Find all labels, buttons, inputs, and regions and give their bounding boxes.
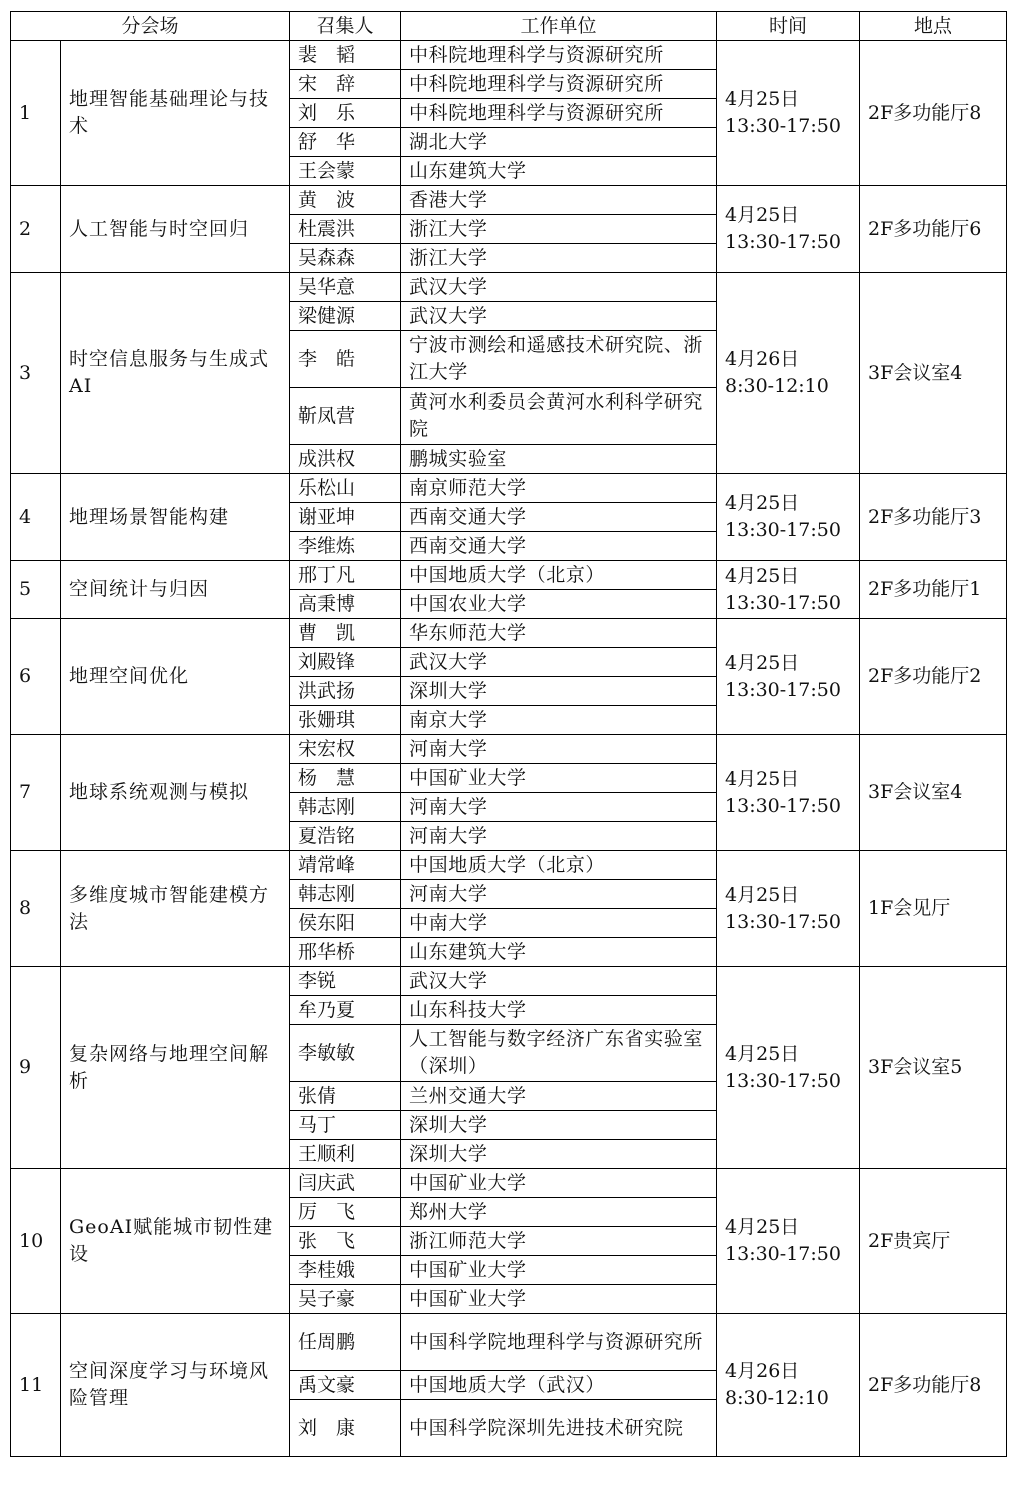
convener-organization: 中国地质大学（北京） bbox=[401, 561, 717, 590]
convener-organization: 武汉大学 bbox=[401, 273, 717, 302]
convener-organization: 河南大学 bbox=[401, 880, 717, 909]
convener-organization: 西南交通大学 bbox=[401, 503, 717, 532]
session-time bbox=[717, 1314, 860, 1457]
session-date: 4月25日 bbox=[725, 1216, 800, 1238]
convener-organization: 河南大学 bbox=[401, 793, 717, 822]
session-topic: 多维度城市智能建模方法 bbox=[61, 851, 290, 967]
convener-organization: 鹏城实验室 bbox=[401, 445, 717, 474]
convener-organization: 山东建筑大学 bbox=[401, 938, 717, 967]
convener-organization: 中国科学院深圳先进技术研究院 bbox=[401, 1400, 717, 1457]
convener-name: 刘 康 bbox=[290, 1400, 401, 1457]
session-hours: 13:30-17:50 bbox=[725, 910, 841, 933]
convener-organization: 中国矿业大学 bbox=[401, 764, 717, 793]
session-topic: 地理场景智能构建 bbox=[61, 474, 290, 561]
convener-name: 靖常峰 bbox=[290, 851, 401, 880]
session-location: 3F会议室4 bbox=[860, 273, 1007, 474]
convener-name: 高秉博 bbox=[290, 590, 401, 619]
convener-organization: 兰州交通大学 bbox=[401, 1082, 717, 1111]
table-row bbox=[11, 1169, 1007, 1198]
convener-organization: 香港大学 bbox=[401, 186, 717, 215]
session-location: 2F多功能厅1 bbox=[860, 561, 1007, 619]
convener-name: 裴 韬 bbox=[290, 41, 401, 70]
session-number: 11 bbox=[11, 1314, 61, 1457]
convener-organization: 浙江大学 bbox=[401, 215, 717, 244]
session-location: 3F会议室5 bbox=[860, 967, 1007, 1169]
session-topic: 空间统计与归因 bbox=[61, 561, 290, 619]
header-convener: 召集人 bbox=[290, 12, 401, 41]
session-number: 10 bbox=[11, 1169, 61, 1314]
convener-name: 杨 慧 bbox=[290, 764, 401, 793]
convener-name: 杜震洪 bbox=[290, 215, 401, 244]
header-session: 分会场 bbox=[11, 12, 290, 41]
session-time bbox=[717, 41, 860, 186]
convener-name: 侯东阳 bbox=[290, 909, 401, 938]
session-date: 4月26日 bbox=[725, 348, 800, 370]
session-date: 4月25日 bbox=[725, 767, 800, 790]
convener-organization: 南京师范大学 bbox=[401, 474, 717, 503]
session-number: 1 bbox=[11, 41, 61, 186]
session-date: 4月25日 bbox=[725, 883, 800, 906]
session-time bbox=[717, 967, 860, 1169]
session-hours: 13:30-17:50 bbox=[725, 794, 841, 817]
convener-name: 韩志刚 bbox=[290, 793, 401, 822]
convener-name: 舒 华 bbox=[290, 128, 401, 157]
convener-organization: 郑州大学 bbox=[401, 1198, 717, 1227]
convener-organization: 人工智能与数字经济广东省实验室（深圳） bbox=[401, 1025, 717, 1082]
convener-organization: 中国地质大学（北京） bbox=[401, 851, 717, 880]
session-number: 7 bbox=[11, 735, 61, 851]
table-row bbox=[11, 41, 1007, 70]
session-number: 8 bbox=[11, 851, 61, 967]
convener-name: 闫庆武 bbox=[290, 1169, 401, 1198]
convener-organization: 河南大学 bbox=[401, 735, 717, 764]
session-location: 2F多功能厅3 bbox=[860, 474, 1007, 561]
convener-name: 张姗琪 bbox=[290, 706, 401, 735]
convener-organization: 中南大学 bbox=[401, 909, 717, 938]
convener-name: 李桂娥 bbox=[290, 1256, 401, 1285]
convener-name: 张倩 bbox=[290, 1082, 401, 1111]
convener-organization: 深圳大学 bbox=[401, 1111, 717, 1140]
convener-organization: 西南交通大学 bbox=[401, 532, 717, 561]
session-hours: 13:30-17:50 bbox=[725, 678, 841, 701]
convener-name: 成洪权 bbox=[290, 445, 401, 474]
convener-name: 张 飞 bbox=[290, 1227, 401, 1256]
convener-name: 吴子豪 bbox=[290, 1285, 401, 1314]
session-date: 4月26日 bbox=[725, 1360, 800, 1382]
header-location: 地点 bbox=[860, 12, 1007, 41]
table-row bbox=[11, 273, 1007, 302]
convener-name: 王顺利 bbox=[290, 1140, 401, 1169]
table-row bbox=[11, 186, 1007, 215]
session-date: 4月25日 bbox=[725, 1042, 800, 1065]
session-date: 4月25日 bbox=[725, 88, 800, 110]
convener-name: 谢亚坤 bbox=[290, 503, 401, 532]
session-date: 4月25日 bbox=[725, 492, 800, 514]
session-time bbox=[717, 851, 860, 967]
convener-name: 李 皓 bbox=[290, 331, 401, 388]
table-row bbox=[11, 735, 1007, 764]
convener-organization: 深圳大学 bbox=[401, 677, 717, 706]
session-topic: 地理空间优化 bbox=[61, 619, 290, 735]
table-row bbox=[11, 474, 1007, 503]
session-number: 5 bbox=[11, 561, 61, 619]
session-time bbox=[717, 1169, 860, 1314]
convener-name: 李维炼 bbox=[290, 532, 401, 561]
session-hours: 13:30-17:50 bbox=[725, 115, 841, 137]
session-number: 6 bbox=[11, 619, 61, 735]
session-hours: 13:30-17:50 bbox=[725, 1243, 841, 1265]
convener-name: 乐松山 bbox=[290, 474, 401, 503]
session-topic: 空间深度学习与环境风险管理 bbox=[61, 1314, 290, 1457]
convener-name: 夏浩铭 bbox=[290, 822, 401, 851]
convener-organization: 中科院地理科学与资源研究所 bbox=[401, 41, 717, 70]
convener-organization: 中国矿业大学 bbox=[401, 1285, 717, 1314]
convener-name: 曹 凯 bbox=[290, 619, 401, 648]
session-location: 2F贵宾厅 bbox=[860, 1169, 1007, 1314]
convener-name: 任周鹏 bbox=[290, 1314, 401, 1371]
session-location: 2F多功能厅6 bbox=[860, 186, 1007, 273]
session-time bbox=[717, 619, 860, 735]
convener-name: 禹文豪 bbox=[290, 1371, 401, 1400]
session-hours: 13:30-17:50 bbox=[725, 1069, 841, 1092]
convener-name: 李敏敏 bbox=[290, 1025, 401, 1082]
convener-name: 黄 波 bbox=[290, 186, 401, 215]
convener-organization: 山东科技大学 bbox=[401, 996, 717, 1025]
session-schedule-table bbox=[10, 11, 1007, 1457]
session-date: 4月25日 bbox=[725, 564, 800, 587]
convener-name: 吴森森 bbox=[290, 244, 401, 273]
session-date: 4月25日 bbox=[725, 204, 800, 226]
session-location: 1F会见厅 bbox=[860, 851, 1007, 967]
session-location: 2F多功能厅8 bbox=[860, 41, 1007, 186]
convener-name: 李锐 bbox=[290, 967, 401, 996]
convener-name: 马丁 bbox=[290, 1111, 401, 1140]
convener-organization: 中科院地理科学与资源研究所 bbox=[401, 70, 717, 99]
convener-organization: 武汉大学 bbox=[401, 648, 717, 677]
session-topic: 地球系统观测与模拟 bbox=[61, 735, 290, 851]
session-number: 2 bbox=[11, 186, 61, 273]
convener-organization: 中国地质大学（武汉） bbox=[401, 1371, 717, 1400]
convener-organization: 中国矿业大学 bbox=[401, 1256, 717, 1285]
convener-organization: 中国农业大学 bbox=[401, 590, 717, 619]
convener-organization: 武汉大学 bbox=[401, 302, 717, 331]
header-row bbox=[11, 12, 1007, 41]
session-location: 3F会议室4 bbox=[860, 735, 1007, 851]
convener-organization: 山东建筑大学 bbox=[401, 157, 717, 186]
convener-organization: 宁波市测绘和遥感技术研究院、浙江大学 bbox=[401, 331, 717, 388]
convener-name: 宋 辞 bbox=[290, 70, 401, 99]
convener-name: 邢华桥 bbox=[290, 938, 401, 967]
session-hours: 8:30-12:10 bbox=[725, 1387, 829, 1409]
session-hours: 13:30-17:50 bbox=[725, 231, 841, 253]
session-number: 9 bbox=[11, 967, 61, 1169]
session-number: 3 bbox=[11, 273, 61, 474]
header-time: 时间 bbox=[717, 12, 860, 41]
header-organization: 工作单位 bbox=[401, 12, 717, 41]
session-topic: 人工智能与时空回归 bbox=[61, 186, 290, 273]
convener-name: 吴华意 bbox=[290, 273, 401, 302]
convener-organization: 南京大学 bbox=[401, 706, 717, 735]
convener-organization: 中科院地理科学与资源研究所 bbox=[401, 99, 717, 128]
convener-name: 靳凤营 bbox=[290, 388, 401, 445]
convener-organization: 河南大学 bbox=[401, 822, 717, 851]
session-topic: GeoAI赋能城市韧性建设 bbox=[61, 1169, 290, 1314]
convener-organization: 浙江师范大学 bbox=[401, 1227, 717, 1256]
convener-organization: 武汉大学 bbox=[401, 967, 717, 996]
convener-organization: 中国矿业大学 bbox=[401, 1169, 717, 1198]
convener-organization: 黄河水利委员会黄河水利科学研究院 bbox=[401, 388, 717, 445]
session-number: 4 bbox=[11, 474, 61, 561]
convener-name: 邢丁凡 bbox=[290, 561, 401, 590]
convener-name: 宋宏权 bbox=[290, 735, 401, 764]
convener-organization: 浙江大学 bbox=[401, 244, 717, 273]
schedule-body bbox=[11, 41, 1007, 1457]
session-time bbox=[717, 273, 860, 474]
session-topic: 时空信息服务与生成式AI bbox=[61, 273, 290, 474]
convener-name: 梁健源 bbox=[290, 302, 401, 331]
convener-name: 韩志刚 bbox=[290, 880, 401, 909]
session-hours: 13:30-17:50 bbox=[725, 591, 841, 614]
session-topic: 复杂网络与地理空间解析 bbox=[61, 967, 290, 1169]
convener-name: 刘 乐 bbox=[290, 99, 401, 128]
convener-organization: 华东师范大学 bbox=[401, 619, 717, 648]
session-time bbox=[717, 735, 860, 851]
session-location: 2F多功能厅2 bbox=[860, 619, 1007, 735]
session-time bbox=[717, 474, 860, 561]
table-row bbox=[11, 967, 1007, 996]
session-date: 4月25日 bbox=[725, 651, 800, 674]
convener-organization: 中国科学院地理科学与资源研究所 bbox=[401, 1314, 717, 1371]
session-location: 2F多功能厅8 bbox=[860, 1314, 1007, 1457]
session-time bbox=[717, 186, 860, 273]
convener-organization: 湖北大学 bbox=[401, 128, 717, 157]
convener-name: 王会蒙 bbox=[290, 157, 401, 186]
session-time bbox=[717, 561, 860, 619]
session-hours: 13:30-17:50 bbox=[725, 519, 841, 541]
convener-name: 洪武扬 bbox=[290, 677, 401, 706]
convener-name: 厉 飞 bbox=[290, 1198, 401, 1227]
table-row bbox=[11, 619, 1007, 648]
session-topic: 地理智能基础理论与技术 bbox=[61, 41, 290, 186]
convener-organization: 深圳大学 bbox=[401, 1140, 717, 1169]
session-hours: 8:30-12:10 bbox=[725, 375, 829, 397]
convener-name: 刘殿锋 bbox=[290, 648, 401, 677]
table-row bbox=[11, 851, 1007, 880]
table-row bbox=[11, 561, 1007, 590]
convener-name: 牟乃夏 bbox=[290, 996, 401, 1025]
table-row bbox=[11, 1314, 1007, 1371]
